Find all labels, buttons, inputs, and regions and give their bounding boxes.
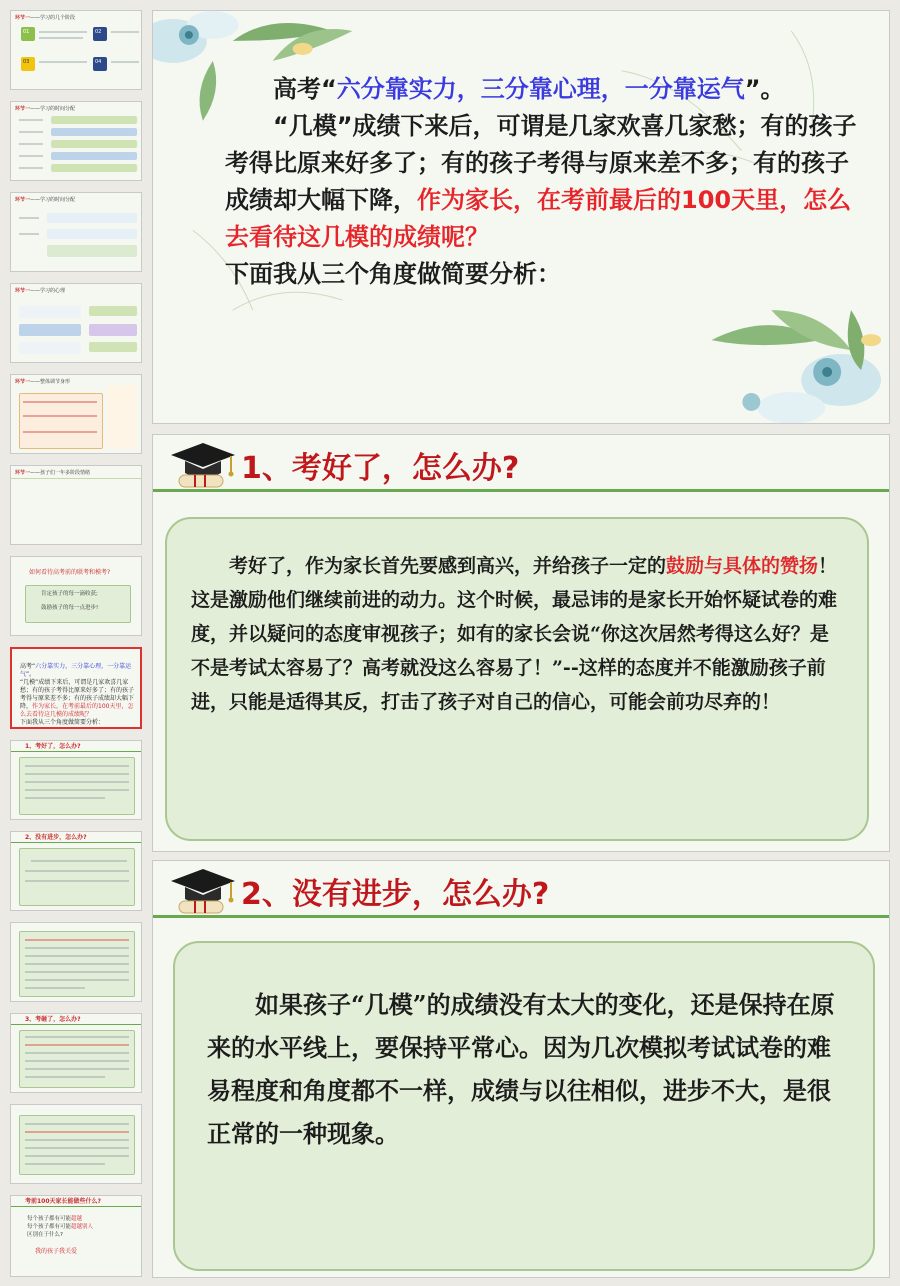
slide-thumbnail-2[interactable] bbox=[10, 101, 142, 181]
thumbnail-line: 每个孩子都有可能超越 bbox=[27, 1216, 83, 1222]
thumbnail-title: 环节一——学习的时间分配 bbox=[15, 197, 76, 203]
slide-no-progress[interactable] bbox=[152, 860, 890, 1278]
thumbnail-line: 我的孩子我关爱 bbox=[35, 1248, 78, 1255]
intro-paragraph-1: 高考“六分靠实力，三分靠心理，一分靠运气”。 bbox=[273, 75, 785, 103]
thumbnail-title: 环节一——学习的时间分配 bbox=[15, 106, 76, 112]
content-text: 考好了，作为家长首先要感到高兴，并给孩子一定的鼓励与具体的赞扬！这是激励他们继续前进的动力。这个时候，最忌讳的是家长开始怀疑试卷的难度，并以疑问的态度审视孩子；如有的家长会说“你这次居然考得这么好？是不是考试太容易了？高考就没这么容易了！”--这样的态度并不能激励孩子前进，只能是适得其反，打击了孩子对自己的信心，可能会前功尽弃的！ bbox=[191, 555, 838, 713]
content-card bbox=[173, 941, 875, 1271]
slide-header bbox=[153, 435, 889, 493]
stage-number: 04 bbox=[95, 59, 102, 65]
intro-paragraph-2: “几模”成绩下来后，可谓是几家欢喜几家愁；有的孩子考得比原来好多了；有的孩子考得与原来差不多；有的孩子成绩却大幅下降，作为家长，在考前最后的100天里，怎么去看待这几模的成绩呢？ bbox=[225, 112, 857, 251]
graduation-cap-icon bbox=[165, 863, 239, 917]
thumbnail-text: 高考“六分靠实力，三分靠心理，一分靠运气”。 “几模”成绩下来后，可谓是几家欢喜几家愁；有的孩子考得比原来好多了；有的孩子考得与原来差不多；有的孩子成绩却大幅下降，作为家长，在考前最后的100天里，怎么去看待这几模的成绩呢？ 下面我从三个角度做简要分析： bbox=[20, 663, 135, 726]
thumbnail-title: 3、考砸了，怎么办? bbox=[25, 1016, 81, 1023]
intro-paragraph-3: 下面我从三个角度做简要分析： bbox=[225, 260, 561, 288]
thumbnail-line: 肯定孩子的每一滴收获; bbox=[41, 591, 98, 597]
slide-thumbnail-6[interactable] bbox=[10, 465, 142, 545]
slide-title: 1、考好了，怎么办? bbox=[241, 451, 520, 486]
slide-thumbnail-10[interactable] bbox=[10, 831, 142, 911]
slide-thumbnail-11[interactable] bbox=[10, 922, 142, 1002]
thumbnail-line: 每个孩子都有可能超越别人 bbox=[27, 1224, 94, 1230]
content-card bbox=[165, 517, 869, 841]
thumbnail-title: 考前100天家长能做些什么? bbox=[25, 1198, 102, 1205]
stage-number: 01 bbox=[23, 29, 30, 35]
slide-thumbnail-14[interactable] bbox=[10, 1195, 142, 1277]
slide-thumbnail-4[interactable] bbox=[10, 283, 142, 363]
thumbnail-title: 2、没有进步，怎么办? bbox=[25, 834, 87, 841]
slide-scored-well[interactable] bbox=[152, 434, 890, 852]
thumbnail-title: 1、考好了，怎么办? bbox=[25, 743, 81, 750]
slide-thumbnail-3[interactable] bbox=[10, 192, 142, 272]
content-text: 如果孩子“几模”的成绩没有太大的变化，还是保持在原来的水平线上，要保持平常心。因为几次模拟考试试卷的难易程度和角度都不一样，成绩与以往相似，进步不大，是很正常的一种现象。 bbox=[207, 990, 835, 1148]
thumbnail-line: 鼓励孩子的每一点进步! bbox=[41, 605, 99, 611]
slide-thumbnail-12[interactable] bbox=[10, 1013, 142, 1093]
slide-thumbnail-5[interactable] bbox=[10, 374, 142, 454]
graduation-cap-icon bbox=[165, 437, 239, 491]
slide-thumbnail-1[interactable] bbox=[10, 10, 142, 90]
stage-number: 02 bbox=[95, 29, 102, 35]
title-underline bbox=[153, 489, 889, 492]
slide-thumbnail-9[interactable] bbox=[10, 740, 142, 820]
intro-text bbox=[225, 71, 865, 293]
title-underline bbox=[153, 915, 889, 918]
thumbnail-title: 环节一——学习的几个阶段 bbox=[15, 15, 76, 21]
slide-thumbnail-13[interactable] bbox=[10, 1104, 142, 1184]
thumbnail-title: 环节一——整体调节身形 bbox=[15, 379, 71, 385]
thumbnail-title: 环节一——孩子们一年多阶段情绪 bbox=[15, 470, 91, 476]
slide-thumbnail-panel[interactable] bbox=[0, 0, 148, 1286]
slide-title: 2、没有进步，怎么办? bbox=[241, 877, 550, 912]
stage-number: 03 bbox=[23, 59, 30, 65]
slide-thumbnail-8[interactable] bbox=[10, 647, 142, 729]
thumbnail-title: 环节一——学习的心理 bbox=[15, 288, 66, 294]
slide-intro[interactable] bbox=[152, 10, 890, 424]
thumbnail-line: 区别在于什么? bbox=[27, 1232, 63, 1238]
thumbnail-question: 如何看待高考前的联考和模考? bbox=[29, 569, 111, 576]
slide-header bbox=[153, 861, 889, 919]
slide-thumbnail-7[interactable] bbox=[10, 556, 142, 636]
